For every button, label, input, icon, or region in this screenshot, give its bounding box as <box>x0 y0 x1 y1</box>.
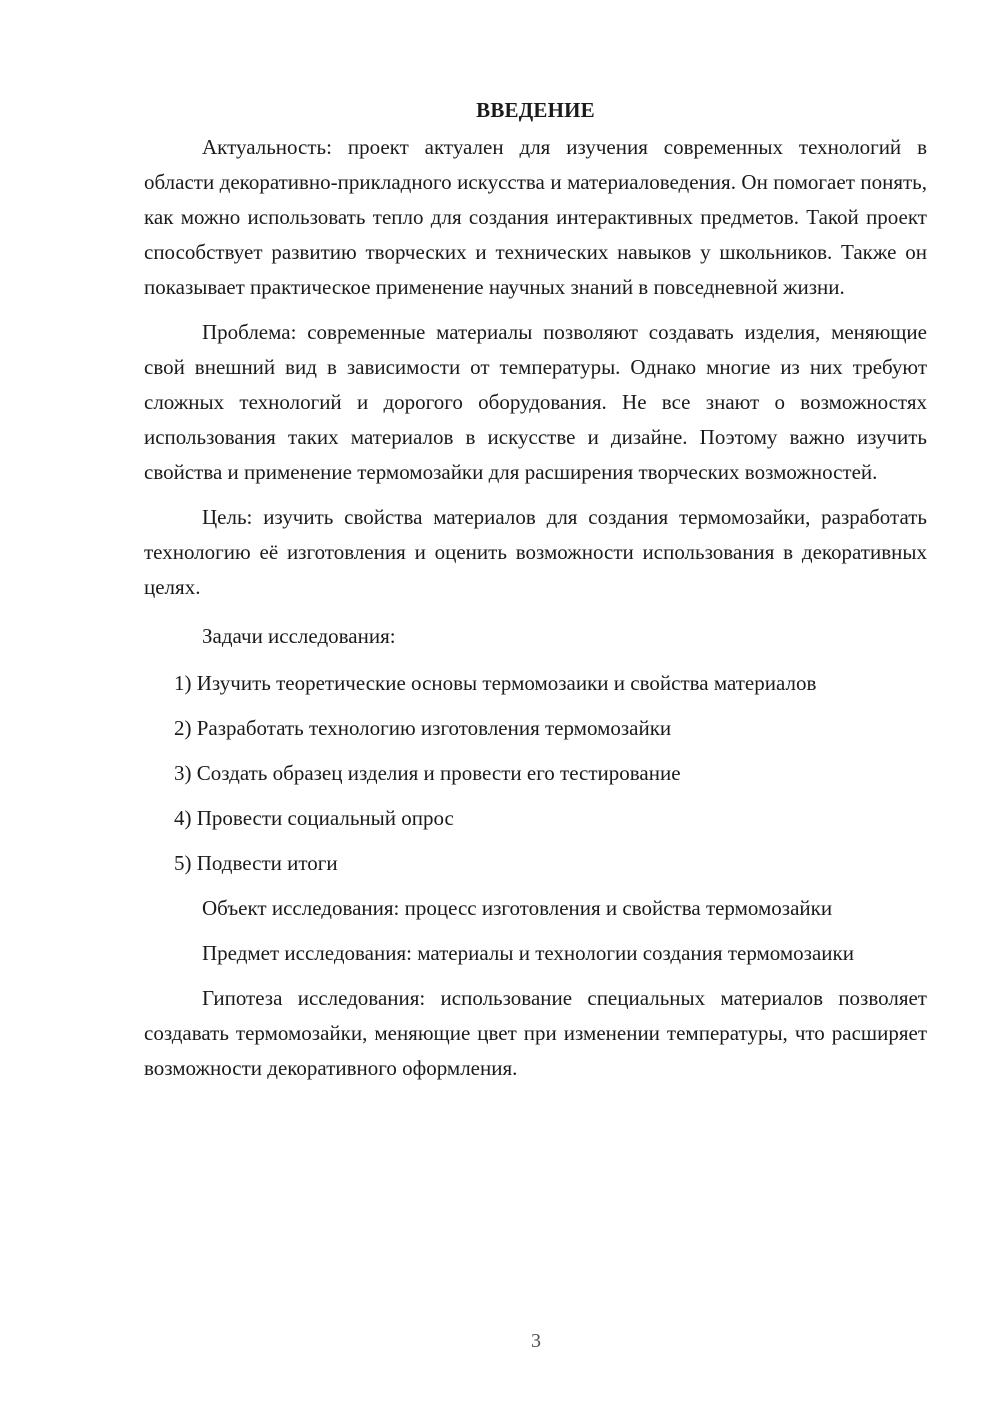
subject-paragraph: Предмет исследования: материалы и технологии создания термомозаики <box>202 941 854 965</box>
goal-paragraph: Цель: изучить свойства материалов для создания термомозайки, разработать технологию её изготовления и оценить возможности использования в декоративных целях. <box>144 505 927 599</box>
task-item-4: 4) Провести социальный опрос <box>174 806 454 830</box>
hypothesis-paragraph: Гипотеза исследования: использование специальных материалов позволяет создавать термомозайки, меняющие цвет при изменении температуры, что расширяет возможности декоративного оформления. <box>144 986 927 1080</box>
section-heading: ВВЕДЕНИЕ <box>476 98 595 122</box>
tasks-title: Задачи исследования: <box>202 624 396 648</box>
problem-paragraph: Проблема: современные материалы позволяют создавать изделия, меняющие свой внешний вид в зависимости от температуры. Однако многие из них требуют сложных технологий и дорогого оборудования. Не все знают о возможностях использования таких материалов в искусстве и дизайне. Поэтому важно изучить свойства и применение термомозайки для расширения творческих возможностей. <box>144 320 927 484</box>
object-paragraph: Объект исследования: процесс изготовления и свойства термомозайки <box>202 896 833 920</box>
task-item-3: 3) Создать образец изделия и провести его тестирование <box>174 761 681 785</box>
task-item-2: 2) Разработать технологию изготовления термомозайки <box>174 716 672 740</box>
document-page <box>144 92 927 1086</box>
page-number: 3 <box>531 1330 541 1352</box>
relevance-paragraph: Актуальность: проект актуален для изучения современных технологий в области декоративно-прикладного искусства и материаловедения. Он помогает понять, как можно использовать тепло для создания интерактивных предметов. Такой проект способствует развитию творческих и технических навыков у школьников. Также он показывает практическое применение научных знаний в повседневной жизни. <box>144 135 927 299</box>
task-item-5: 5) Подвести итоги <box>174 851 338 875</box>
task-item-1: 1) Изучить теоретические основы термомозаики и свойства материалов <box>174 671 817 695</box>
